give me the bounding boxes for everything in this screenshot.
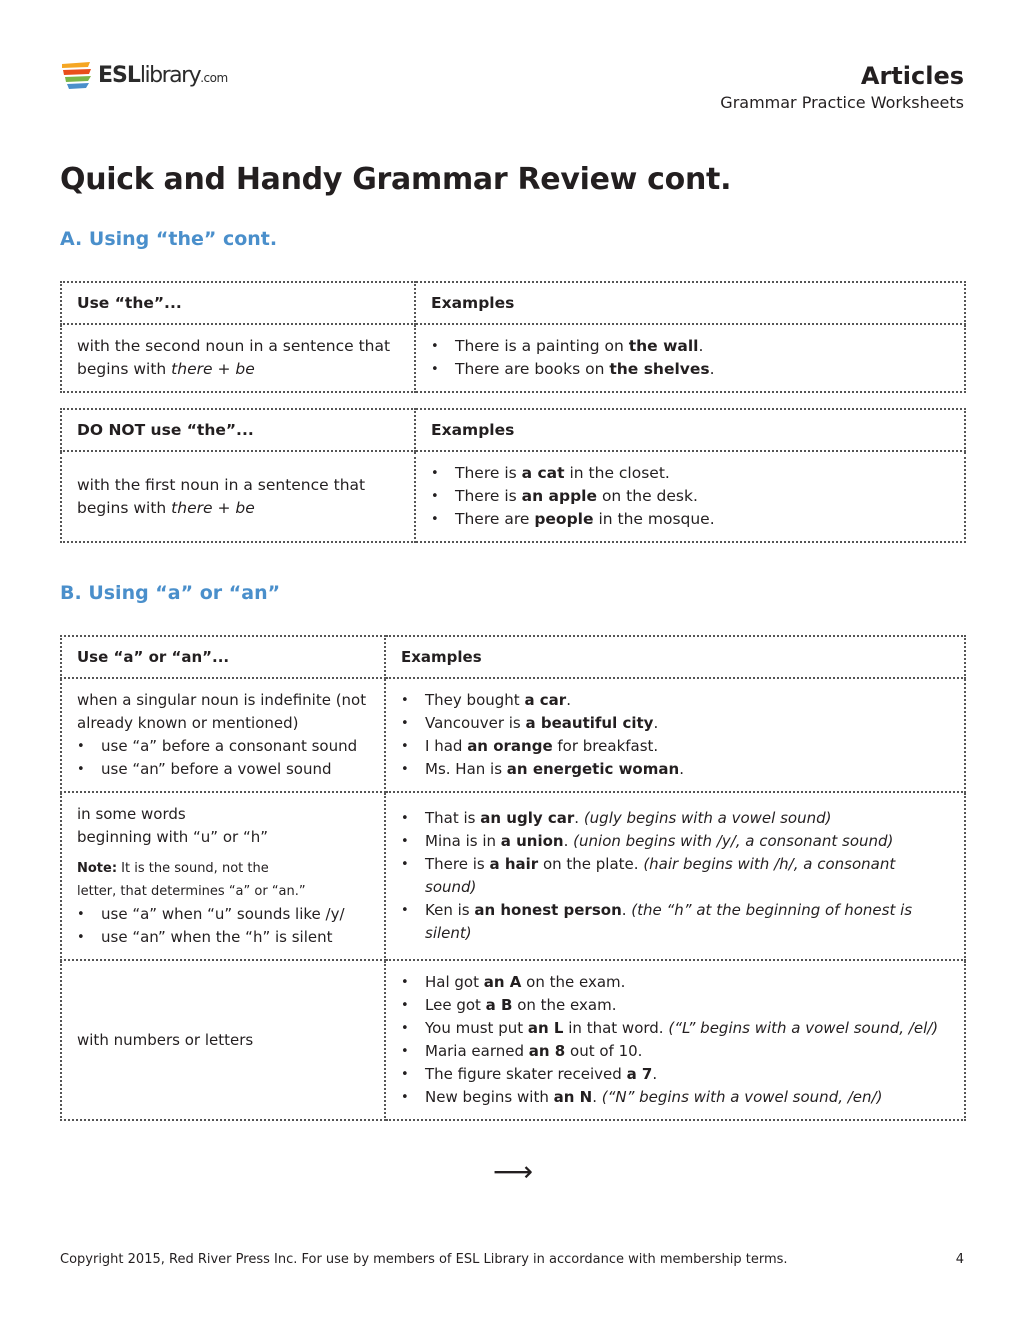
examples-cell <box>385 960 965 1120</box>
example-item: • There is a hair on the plate. (hair begins with /h/, a consonant sound) <box>401 853 949 899</box>
use-the-table <box>60 281 966 393</box>
esl-library-logo <box>60 58 228 92</box>
page-title: Quick and Handy Grammar Review cont. <box>60 162 732 197</box>
example-item: • Ms. Han is an energetic woman. <box>401 758 949 781</box>
stacked-books-icon <box>60 58 94 92</box>
example-item: • Maria earned an 8 out of 10. <box>401 1040 949 1063</box>
rule-cell: with the second noun in a sentence that begins with there + be <box>61 324 415 392</box>
example-item: • Mina is in a union. (union begins with /y/, a consonant sound) <box>401 830 949 853</box>
example-item: • That is an ugly car. (ugly begins with a vowel sound) <box>401 807 949 830</box>
worksheet-topic: Articles <box>860 62 964 90</box>
examples-cell <box>385 678 965 792</box>
example-item: • There are people in the mosque. <box>431 508 949 531</box>
rule-cell: when a singular noun is indefinite (not already known or mentioned) • use “a” before a consonant sound • use “an” before a vowel sound <box>61 678 385 792</box>
table-header-rule: Use “the”... <box>61 282 415 324</box>
rule-cell: in some words beginning with “u” or “h” Note: It is the sound, not the letter, that determines “a” or “an.” • use “a” when “u” sounds like /y/ • use “an” when the “h” is silent <box>61 792 385 960</box>
table-header-examples: Examples <box>385 636 965 678</box>
rule-bullet: • use “a” when “u” sounds like /y/ <box>77 903 369 926</box>
example-item: • There is an apple on the desk. <box>431 485 949 508</box>
example-item: • There is a painting on the wall. <box>431 335 949 358</box>
worksheet-series: Grammar Practice Worksheets <box>720 93 964 112</box>
use-a-or-an-table <box>60 635 966 1121</box>
examples-cell <box>385 792 965 960</box>
rule-cell: with numbers or letters <box>61 960 385 1120</box>
table-header-rule: Use “a” or “an”... <box>61 636 385 678</box>
rule-bullet: • use “an” when the “h” is silent <box>77 926 369 949</box>
rule-bullet: • use “a” before a consonant sound <box>77 735 369 758</box>
example-item: • There is a cat in the closet. <box>431 462 949 485</box>
examples-cell <box>415 324 965 392</box>
example-item: • New begins with an N. (“N” begins with a vowel sound, /en/) <box>401 1086 949 1109</box>
example-item: • They bought a car. <box>401 689 949 712</box>
example-item: • You must put an L in that word. (“L” begins with a vowel sound, /el/) <box>401 1017 949 1040</box>
table-header-rule: DO NOT use “the”... <box>61 409 415 451</box>
note-text: Note: It is the sound, not the letter, that determines “a” or “an.” <box>77 861 306 899</box>
rule-cell: with the first noun in a sentence that begins with there + be <box>61 451 415 542</box>
page-number: 4 <box>955 1252 964 1267</box>
do-not-use-the-table <box>60 408 966 543</box>
example-item: • I had an orange for breakfast. <box>401 735 949 758</box>
example-item: • Vancouver is a beautiful city. <box>401 712 949 735</box>
table-header-examples: Examples <box>415 282 965 324</box>
example-item: • Lee got a B on the exam. <box>401 994 949 1017</box>
rule-bullet: • use “an” before a vowel sound <box>77 758 369 781</box>
logo-wordmark: ESLlibrary.com <box>98 62 228 88</box>
examples-cell <box>415 451 965 542</box>
example-item: • The figure skater received a 7. <box>401 1063 949 1086</box>
copyright-footer: Copyright 2015, Red River Press Inc. For use by members of ESL Library in accordance with membership terms. <box>60 1252 788 1267</box>
example-item: • Ken is an honest person. (the “h” at the beginning of honest is silent) <box>401 899 949 945</box>
example-item: • There are books on the shelves. <box>431 358 949 381</box>
section-b-title: B. Using “a” or “an” <box>60 582 281 604</box>
section-a-title: A. Using “the” cont. <box>60 228 278 250</box>
example-item: • Hal got an A on the exam. <box>401 971 949 994</box>
table-header-examples: Examples <box>415 409 965 451</box>
next-page-arrow-icon: ⟶ <box>493 1155 534 1188</box>
